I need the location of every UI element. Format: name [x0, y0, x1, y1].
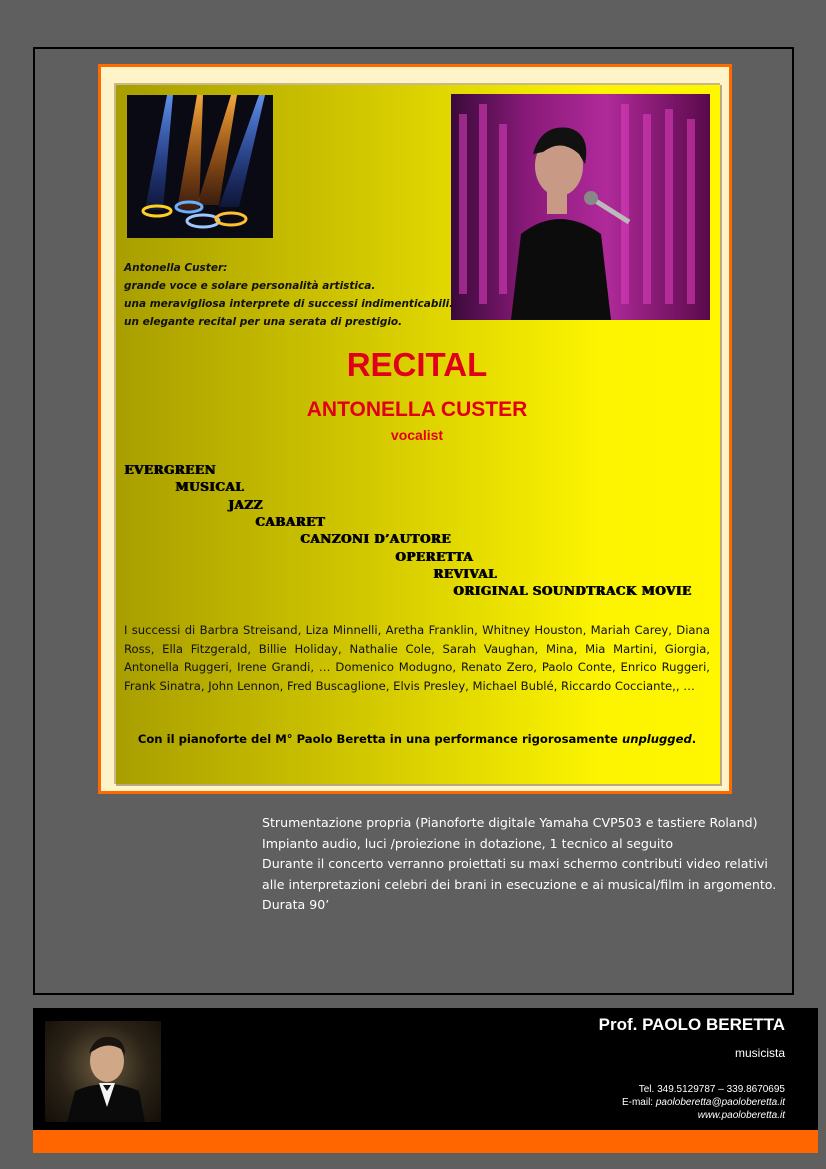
- notes-line: Impianto audio, luci /proiezione in dotazione, 1 tecnico al seguito: [262, 835, 674, 851]
- artists-list: I successi di Barbra Streisand, Liza Minnelli, Aretha Franklin, Whitney Houston, Mariah Carey, Diana Ross, Ella Fitzgerald, Billie Holiday, Nathalie Cole, Sarah Vaughan, Mina, Mia Martini, Giorgia, Antonella Ruggeri, Irene Grandi, … Domenico Modugno, Renato Zero, Paolo Conte, Enrico Ruggeri, Frank Sinatra, John Lennon, Fred Buscaglione, Elvis Presley, Michael Bublé, Riccardo Cocciante,, …: [124, 623, 710, 694]
- genre-item: CABARET: [255, 515, 325, 529]
- footer-website[interactable]: [622, 1109, 785, 1122]
- piano-note: [114, 732, 720, 746]
- footer-accent-bar: [33, 1130, 818, 1153]
- footer-email-label: E-mail:: [621, 1097, 656, 1108]
- footer-website-text[interactable]: www.paoloberetta.it: [697, 1110, 785, 1121]
- notes-line: Durata 90’: [262, 897, 330, 912]
- artist-role: vocalist: [390, 427, 444, 443]
- genre-item: EVERGREEN: [124, 463, 216, 477]
- genre-item: ORIGINAL SOUNDTRACK MOVIE: [453, 584, 692, 598]
- genre-item: REVIVAL: [433, 567, 497, 581]
- footer-name: Prof. PAOLO BERETTA: [598, 1015, 785, 1034]
- footer-contact: [622, 1083, 785, 1122]
- paolo-portrait: [45, 1021, 161, 1122]
- genre-item: OPERETTA: [395, 550, 473, 564]
- genre-item: CANZONI D’AUTORE: [300, 532, 451, 546]
- notes-line: Strumentazione propria (Pianoforte digitale Yamaha CVP503 e tastiere Roland): [262, 815, 758, 830]
- artist-name: ANTONELLA CUSTER: [306, 398, 528, 421]
- footer-email[interactable]: paoloberetta@paoloberetta.it: [655, 1097, 785, 1108]
- notes-line: Durante il concerto verranno proiettati su maxi schermo contributi video relativi alle interpretazioni celebri dei brani in esecuzione e ai musical/film in argomento.: [262, 856, 777, 892]
- recital-title: RECITAL: [346, 346, 488, 383]
- piano-note-text: Con il pianoforte del M° Paolo Beretta in una performance rigorosamente: [137, 732, 622, 746]
- genre-item: JAZZ: [228, 498, 263, 512]
- singer-photo: [451, 94, 710, 320]
- stage-lights-image: [127, 95, 273, 238]
- footer-phone: Tel. 349.5129787 – 339.8670695: [638, 1084, 785, 1095]
- technical-notes: [262, 813, 777, 916]
- footer-email-line: [622, 1096, 785, 1109]
- footer-role: musicista: [734, 1046, 785, 1060]
- piano-note-end: .: [691, 732, 697, 746]
- intro-text: Antonella Custer: grande voce e solare personalità artistica. una meravigliosa interprete di successi indimenticabili. un elegante recital per una serata di prestigio.: [124, 262, 454, 328]
- piano-note-emphasis: unplugged: [621, 732, 692, 746]
- genre-item: MUSICAL: [175, 480, 244, 494]
